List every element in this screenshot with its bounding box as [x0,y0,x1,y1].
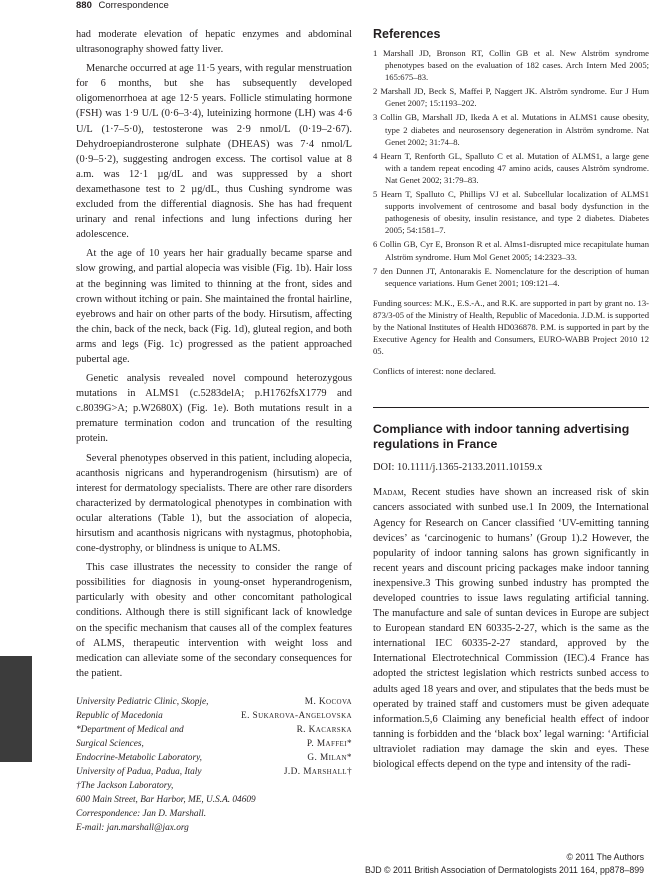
email-line: E-mail: jan.marshall@jax.org [76,822,189,833]
address-line: Republic of Macedonia [76,710,163,721]
page-number: 880 [76,0,92,11]
author-name: M. Kocova [304,696,352,707]
affiliation-address [76,695,256,835]
reference-item: 1 Marshall JD, Bronson RT, Collin GB et al. New Alström syndrome phenotypes based on the evaluation of 182 cases. Arch Intern Med 2005; 165:675–83. [373,48,649,83]
article-body [373,485,649,772]
author-name: R. Kacarska [296,724,352,735]
section-name: Correspondence [98,0,169,11]
address-line: University of Padua, Padua, Italy [76,766,202,777]
author-name: G. Milan* [307,752,352,763]
reference-item: 7 den Dunnen JT, Antonarakis E. Nomenclature for the description of human sequence variations. Hum Genet 2001; 109:121–4. [373,265,649,288]
author-affiliation-block [76,695,352,835]
address-line: Surgical Sciences, [76,738,144,749]
paragraph: Several phenotypes observed in this patient, including alopecia, acanthosis nigricans and hyperandrogenism (hirsutism) are of interest for dermatology specialists. There are other rare disorders characterized by dermatological phenotypes in combination with ocular alterations (Table 1), but the association of alopecia, hirsutism and acanthosis nigricans with nystagmus, photophobia, cone-dystrophy, or blindness is unique to ALMS. [76,452,352,555]
reference-item: 3 Collin GB, Marshall JD, Ikeda A et al. Mutations in ALMS1 cause obesity, type 2 diabetes and neurosensory degeneration in Alström syndrome. Nat Genet 2002; 31:74–8. [373,112,649,147]
article-title: Compliance with indoor tanning advertising regulations in France [373,422,630,452]
funding-statement: Funding sources: M.K., E.S.-A., and R.K. are supported in part by grant no. 13-873/3-05 of the Ministry of Health, Republic of Macedonia. J.D.M. is supported by the National Institutes of Health HD036878. P.M. is supported in part by the Executive Agency for Health and Consumers, EURO-WABB Project 2010 12 05. [373,297,649,357]
reference-item: 4 Hearn T, Renforth GL, Spalluto C et al. Mutation of ALMS1, a large gene with a tandem repeat encoding 47 amino acids, causes Alström syndrome. Nat Genet 2002; 31:79–83. [373,150,649,185]
reference-item: 6 Collin GB, Cyr E, Bronson R et al. Alms1-disrupted mice recapitulate human Alström syndrome. Hum Mol Genet 2005; 14:2323–33. [373,239,649,262]
paragraph: Genetic analysis revealed novel compound heterozygous mutations in ALMS1 (c.5283delA; p.H1762fsX1779 and c.8039G>A; p.W2680X) (Fig. 1e). Both mutations result in a premature termination codon and truncation of the resulting protein. [76,373,352,445]
paragraph: At the age of 10 years her hair gradually became sparse and slow growing, and partial alopecia was visible (Fig. 1b). Hair loss at the beginning was limited to thinning at the front, sides and crown without itching or pain. She maintained the frontal hairline, eyebrows and hair on other parts of the body. Hirsutism, affecting the chin, back of the neck, back (Fig. 1d), gluteal region, and both arms and legs (Fig. 1c) progressed as the patient approached pubertal age. [76,248,352,365]
section-thumb-tab [0,656,32,762]
paragraph: had moderate elevation of hepatic enzymes and abdominal ultrasonography showed fatty liver. [76,29,352,56]
author-name: J.D. Marshall† [283,766,352,777]
running-head [76,0,169,11]
footer-journal: BJD © 2011 British Association of Dermatologists 2011 164, pp878–899 [364,865,644,875]
article-doi: DOI: 10.1111/j.1365-2133.2011.10159.x [373,462,543,474]
address-line: Correspondence: Jan D. Marshall. [76,808,207,819]
article-body-text: Recent studies have shown an increased risk of skin cancers associated with sunbed use.1 In 2009, the International Agency for Research on Cancer classified ‘UV-emitting tanning devices’ as ‘carcinogenic to humans’ (Group 1).2 However, the popularity of indoor tanning salons has grown significantly in recent years and discount pricing packages make indoor tanning inexpensive.3 This growing sunbed industry has prompted the developed countries to issue laws regulating artificial tanning. The manufacture and sale of suntan devices in Europe are subject to European standard EN 60335-2-27, which is the same as the international IEC 60335-2-27 standard, approved by the International Electrotechnical Commission (IEC).4 France has adopted the strictest legislation which restricts sunbed access to adults aged 18 years and over, and stipulates that the beds must be operated by trained staff and customers must be given adequate information.5,6 Claiming any beneficial health effect of indoor tanning is forbidden and the ‘black box’ legal warning: ‘Artificial ultraviolet radiation may damage the skin and eyes. These biological effects depend on the type and intensity of the radi- [373,487,649,771]
references-heading: References [373,27,441,41]
address-line: Endocrine-Metabolic Laboratory, [76,752,203,763]
paragraph: This case illustrates the necessity to consider the range of possibilities for diagnosis in young-onset hyperandrogenism, particularly with obesity and other concomitant pathological conditions. Although there is still significant lack of knowledge on the specific mechanism that causes all of the complex features of ALMS, therapeutic intervention with weight loss and medication can alleviate some of the secondary consequences for the patient. [76,562,352,679]
author-name: E. Sukarova-Angelovska [241,710,352,721]
article-divider [373,407,649,408]
conflicts-statement: Conflicts of interest: none declared. [373,366,496,377]
left-column [76,27,352,835]
salutation: Madam, [373,487,407,499]
reference-item: 2 Marshall JD, Beck S, Maffei P, Naggert JK. Alström syndrome. Eur J Hum Genet 2007; 15:1193–202. [373,86,649,109]
address-line: †The Jackson Laboratory, [76,780,174,791]
address-line: University Pediatric Clinic, Skopje, [76,696,209,707]
right-column [373,27,649,776]
address-line: 600 Main Street, Bar Harbor, ME, U.S.A. 04609 [76,794,256,805]
footer-copyright: © 2011 The Authors [566,852,644,862]
author-name: P. Maffei* [306,738,352,749]
reference-list [373,47,649,289]
reference-item: 5 Hearn T, Spalluto C, Phillips VJ et al. Subcellular localization of ALMS1 supports involvement of centrosome and basal body dysfunction in the pathogenesis of obesity, insulin resistance, and type 2 diabetes. Diabetes 2005; 54:1581–7. [373,189,649,236]
author-list [241,695,352,835]
paragraph: Menarche occurred at age 11·5 years, with regular menstruation for 6 months, but she has subsequently developed oligomenorrhoea at age 12·5 years. Follicle stimulating hormone (FSH) was 1·9 U/L (0·6–3·4), luteinizing hormone (LH) was 4·6 U/L (1·7–5·0), testosterone was 2·9 nmol/L (0·19–2·67). Dehydroepiandrosterone sulphate (DHEAS) was 7·4 nmol/L (0·9–5·2), suggesting androgen excess. The cortisol value at 8 a.m. was 12·1 µg/dL and was suppressed by a short dexamethasone test to 2 µg/dL, thus Cushing syndrome was excluded from the differential diagnosis. She has had frequent urinary and renal infections and lung infections during her adolescence. [76,63,352,241]
address-line: *Department of Medical and [76,724,184,735]
